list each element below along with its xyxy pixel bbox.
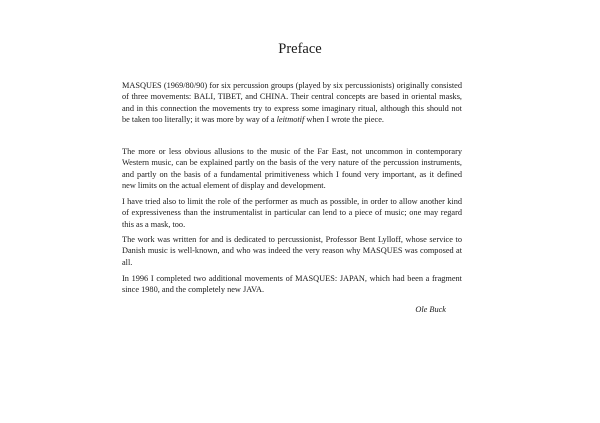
paragraph-4: The work was written for and is dedicated to percussionist, Professor Bent Lylloff, whose service to Danish music is well-known, and who was indeed the very reason why MASQUES was composed at all. [122,235,462,267]
paragraph-1-text: MASQUES (1969/80/90) for six percussion groups (played by six percussionists) originally consisted of three movements: BALI, TIBET, and CHINA. Their central concepts are based in oriental masks, and in this connection the movements try to express some imaginary ritual, although this should not be taken too literally; it was more by way of a [122,81,462,124]
paragraph-1-text-end: when I wrote the piece. [304,114,384,124]
paragraph-3: I have tried also to limit the role of the performer as much as possible, in order to allow another kind of expressiveness than the instrumentalist in particular can lend to a piece of music; one may regard this as a mask, too. [122,197,462,229]
page-title: Preface [278,41,322,57]
paragraph-1 [122,80,462,125]
paragraph-1-emphasis: leitmotif [276,114,305,124]
paragraph-5: In 1996 I completed two additional movements of MASQUES: JAPAN, which had been a fragment since 1980, and the completely new JAVA. [122,274,462,295]
author-signature: Ole Buck [415,305,446,314]
paragraph-2: The more or less obvious allusions to the music of the Far East, not uncommon in contemporary Western music, can be explained partly on the basis of the very nature of the percussion instruments, and partly on the basis of a fundamental primitiveness which I found very important, as it defined new limits on the actual element of display and development. [122,147,462,190]
